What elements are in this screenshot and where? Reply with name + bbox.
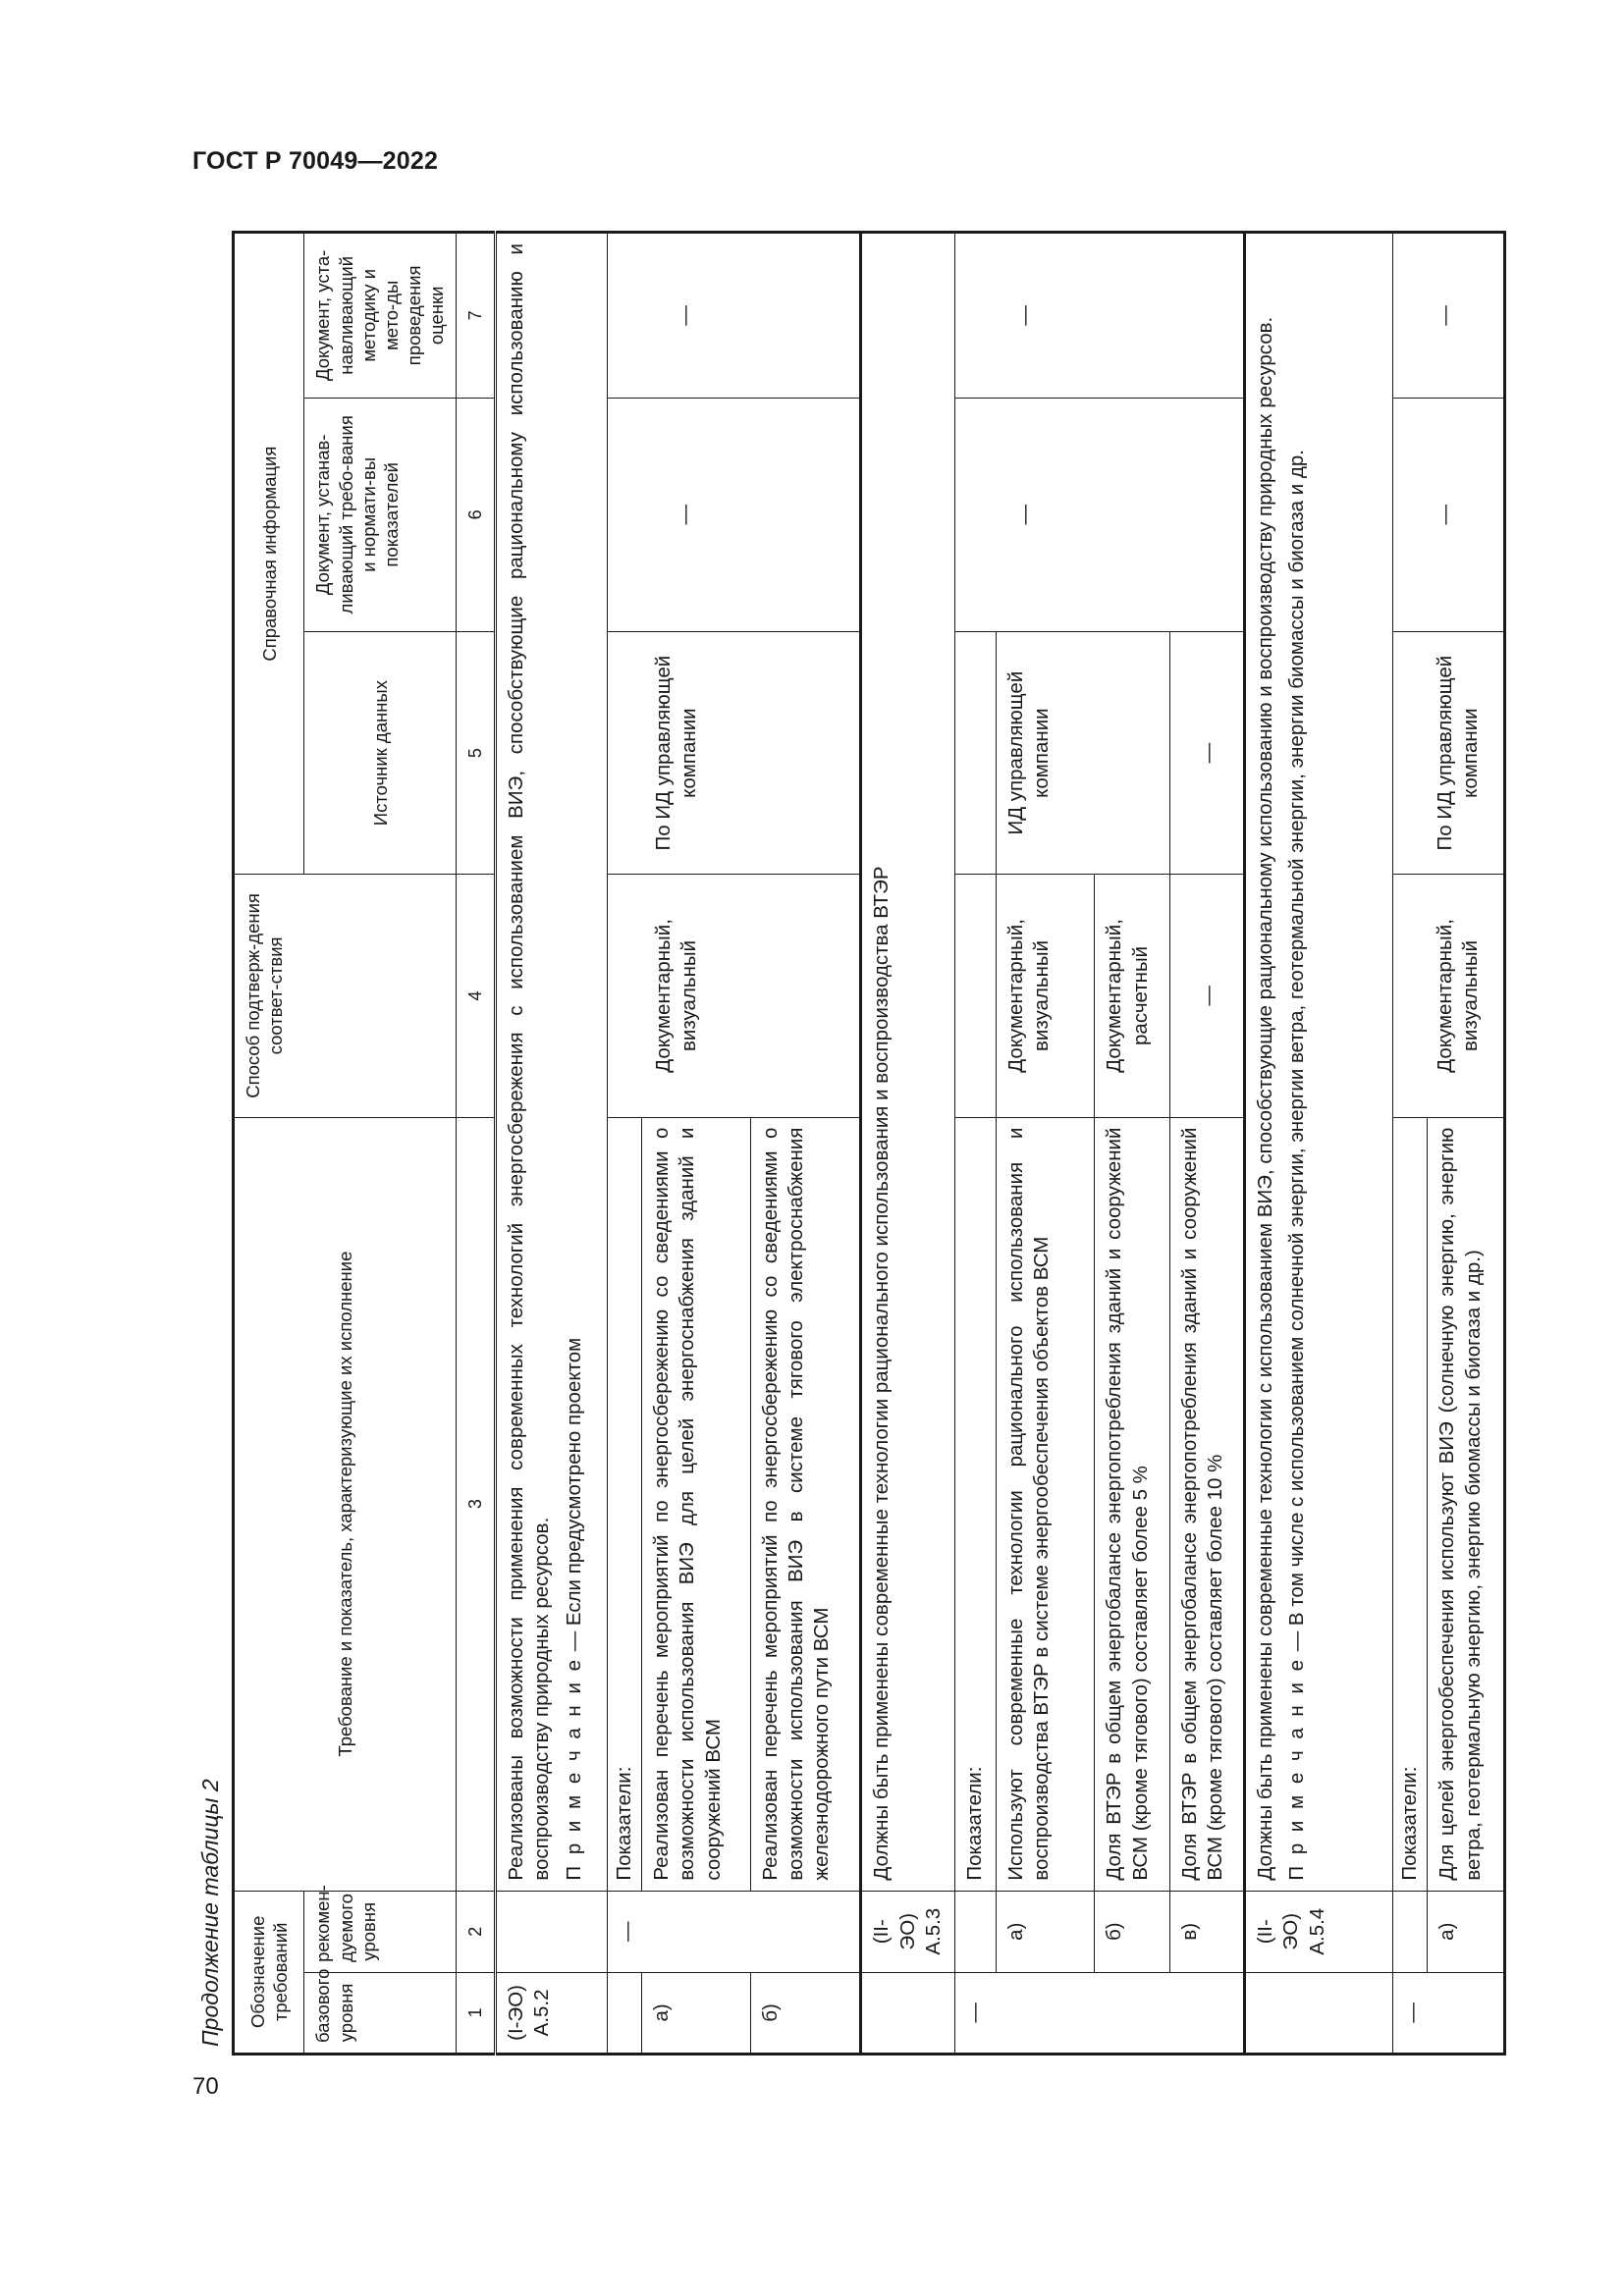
col-number: 3 [456,1117,495,1891]
empty-cell [954,875,996,1117]
confirmation-method: Документарный, визуальный [1393,875,1505,1117]
section-a52-row [496,233,608,2055]
data-source: По ИД управляющей компании [1393,631,1505,874]
indicator-label: а) [1428,1891,1505,1972]
empty-cell [954,1891,996,1972]
empty-cell [1245,1972,1393,2054]
indicator-label: в) [1169,1891,1244,1972]
rec-level-dash: — [607,1891,861,1972]
col-number: 2 [456,1891,495,1972]
header-requirement: Требование и показатель, характеризующие их исполнение [234,1117,457,1891]
header-source: Источник данных [304,631,457,874]
header-confirmation: Способ подтверж-дения соответ-ствия [234,875,457,1117]
column-numbers-row [456,233,495,2055]
document-header: ГОСТ Р 70049—2022 [192,147,439,175]
section-a53-row [861,233,954,2055]
col-number: 4 [456,875,495,1117]
indicator-text: Доля ВТЭР в общем энергобалансе энергопотребления зданий и сооружений ВСМ (кроме тягового) составляет более 5 % [1095,1117,1169,1891]
indicator-text: Используют современные технологии рационального использования и воспроизводства ВТЭР в системе энергообеспечения объектов ВСМ [996,1117,1095,1891]
doc-methods-value: — [954,233,1245,399]
confirmation-method: Документарный, визуальный [996,875,1095,1117]
data-source: — [1169,631,1244,874]
confirmation-method: — [1169,875,1244,1117]
col-number: 7 [456,233,495,399]
header-rec-level: рекомен-дуемого уровня [304,1891,457,1972]
section-a54-row [1245,233,1393,2055]
requirement-text: Должны быть применены современные технологии с использованием ВИЭ, способствующие рациональному использованию и воспроизводству природных ресурсов. [1254,316,1277,1881]
indicator-label: б) [750,1972,861,2054]
confirmation-method: Документарный, расчетный [1095,875,1169,1117]
note-lead: П р и м е ч а н и е [1285,1657,1309,1881]
header-designation: Обозначение требований [234,1891,304,2054]
empty-cell [1393,1891,1428,1972]
data-source: ИД управляющей компании [996,631,1169,874]
indicators-label-row [607,233,641,2055]
indicator-text: Доля ВТЭР в общем энергобалансе энергопотребления зданий и сооружений ВСМ (кроме тягового) составляет более 10 % [1169,1117,1244,1891]
empty-cell [607,1972,641,2054]
page-number: 70 [192,2073,219,2100]
indicators-label: Показатели: [607,1117,641,1891]
indicator-label: б) [1095,1891,1169,1972]
base-level-dash: — [954,1972,1245,2054]
header-reference: Справочная информация [234,233,304,875]
doc-methods-value: — [607,233,861,399]
note-text: — Если предусмотрено проектом [562,1337,585,1657]
table-caption: Продолжение таблицы 2 [197,1779,223,2047]
requirement-text: Реализованы возможности применения современных технологий энергосбережения с использованием ВИЭ, способствующие рациональному использованию и воспроизводству природных ресурсов. [505,243,554,1881]
section-code: (II-ЭО) А.5.3 [861,1891,954,1972]
section-requirement [496,233,608,1892]
empty-cell [496,1891,608,1972]
confirmation-method: Документарный, визуальный [607,875,861,1117]
col-number: 6 [456,398,495,631]
col-number: 5 [456,631,495,874]
empty-cell [954,631,996,874]
note-lead: П р и м е ч а н и е [562,1657,585,1881]
indicators-label-row [954,233,996,2055]
base-level-dash: — [1393,1972,1505,2054]
requirements-table [232,231,1506,2056]
header-row-1 [234,233,304,2055]
col-number: 1 [456,1972,495,2054]
indicator-text: Реализован перечень мероприятий по энергосбережению со сведениями о возможности использования ВИЭ для целей энергоснабжения зданий и сооружений ВСМ [642,1117,751,1891]
doc-requirements-value: — [1393,398,1505,631]
doc-requirements-value: — [954,398,1245,631]
requirement-note [1284,243,1310,1881]
indicator-label: а) [642,1972,751,2054]
indicators-label: Показатели: [1393,1117,1428,1891]
rotated-table-container [232,231,1506,2056]
section-requirement: Должны быть применены современные технологии рационального использования и воспроизводства ВТЭР [861,233,954,1892]
doc-methods-value: — [1393,233,1505,399]
doc-requirements-value: — [607,398,861,631]
indicator-label: а) [996,1891,1095,1972]
indicator-text: Для целей энергообеспечения используют ВИЭ (солнечную энергию, энергию ветра, геотермальную энергию, энергию биомассы и биогаза и др.) [1428,1117,1505,1891]
indicators-label-row [1393,233,1428,2055]
note-text: — В том числе с использованием солнечной энергии, энергии ветра, геотермальной энергии, энергии биомассы и биогаза и др. [1285,450,1309,1657]
header-doc-requirements: Документ, устанав-ливающий требо-вания и нормати-вы показателей [304,398,457,631]
header-doc-methods: Документ, уста-навливающий методику и мето-ды проведения оценки [304,233,457,399]
section-code: (I-ЭО) А.5.2 [496,1972,608,2054]
indicators-label: Показатели: [954,1117,996,1891]
indicator-text: Реализован перечень мероприятий по энергосбережению со сведениями о возможности использования ВИЭ в системе тягового электроснабжения железнодорожного пути ВСМ [750,1117,861,1891]
data-source: По ИД управляющей компании [607,631,861,874]
section-code: (II-ЭО) А.5.4 [1245,1891,1393,1972]
empty-cell [861,1972,954,2054]
header-base-level: базового уровня [304,1972,457,2054]
section-requirement [1245,233,1393,1892]
requirement-note [562,243,587,1881]
